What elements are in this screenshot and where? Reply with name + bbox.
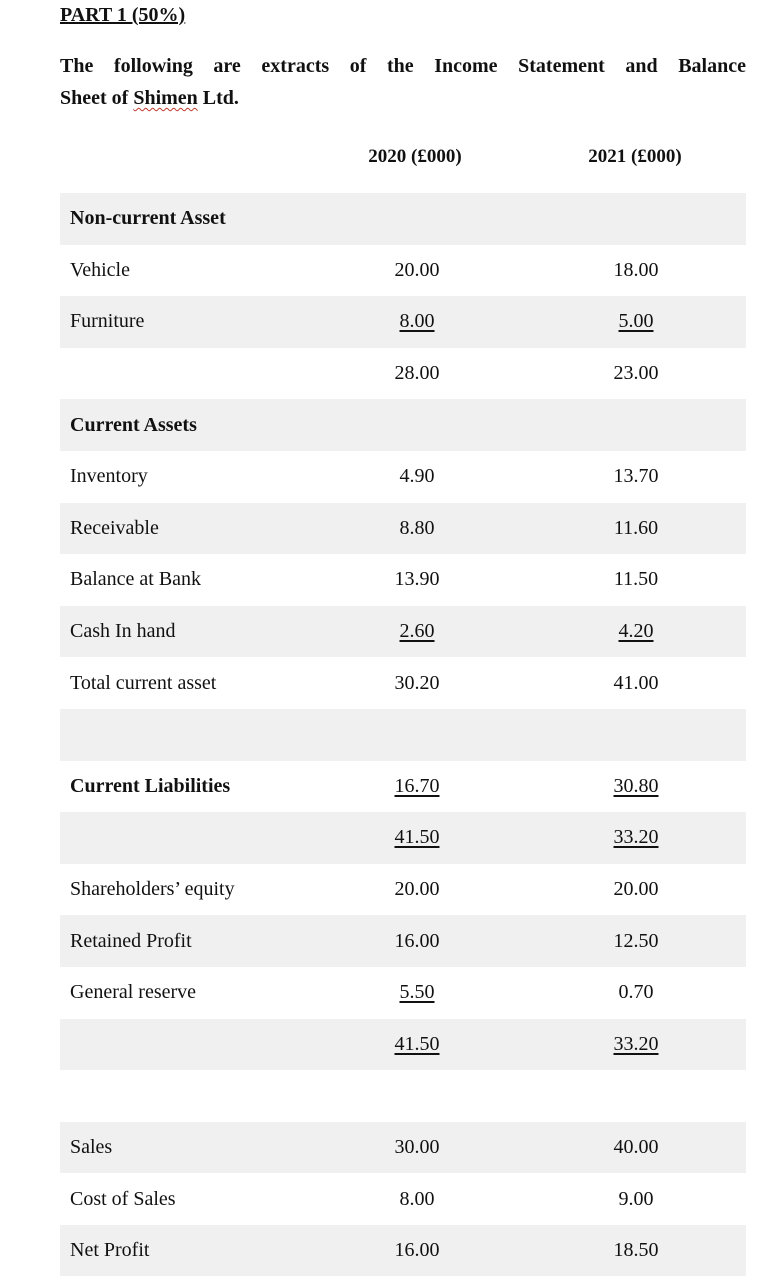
value-2021: 18.00 (613, 258, 659, 281)
row-label: Retained Profit (70, 929, 192, 952)
table-row (60, 193, 746, 245)
value-2021: 30.80 (613, 774, 659, 797)
value-2020: 8.00 (399, 310, 435, 333)
value-2021: 23.00 (613, 362, 659, 385)
column-header-2021: 2021 (£000) (588, 146, 682, 167)
value-2020: 4.90 (399, 465, 435, 488)
value-2021: 0.70 (618, 981, 654, 1004)
row-label: Total current asset (70, 671, 217, 694)
value-2021: 18.50 (613, 1239, 659, 1262)
table-row (60, 399, 746, 451)
table-row (60, 1173, 746, 1225)
value-2020: 20.00 (394, 878, 440, 901)
table-row (60, 864, 746, 916)
value-2021: 33.20 (613, 826, 659, 849)
table-row (60, 1122, 746, 1174)
value-2020: 30.00 (394, 1135, 440, 1158)
table-row (60, 1225, 746, 1277)
table-row (60, 709, 746, 761)
section-heading: PART 1 (50%) (60, 4, 186, 26)
value-2021: 20.00 (613, 878, 659, 901)
value-2021: 33.20 (613, 1032, 659, 1055)
table-row (60, 451, 746, 503)
intro-suffix: Ltd. (197, 87, 239, 109)
row-label: Inventory (70, 465, 148, 488)
table-row (60, 348, 746, 400)
value-2020: 41.50 (394, 826, 440, 849)
table-row (60, 657, 746, 709)
value-2021: 11.60 (613, 516, 659, 539)
value-2020: 41.50 (394, 1032, 440, 1055)
table-row (60, 296, 746, 348)
value-2020: 20.00 (394, 258, 440, 281)
table-row (60, 761, 746, 813)
row-label: Current Liabilities (70, 774, 231, 797)
row-label: Cash In hand (70, 620, 176, 643)
value-2020: 8.80 (399, 516, 435, 539)
row-label: Balance at Bank (70, 568, 202, 591)
table-row (60, 1070, 746, 1122)
row-label: Non-current Asset (70, 207, 226, 230)
row-label: Shareholders’ equity (70, 878, 235, 901)
value-2020: 16.70 (394, 774, 440, 797)
value-2021: 4.20 (618, 620, 654, 643)
row-label: Receivable (70, 516, 159, 539)
value-2021: 40.00 (613, 1135, 659, 1158)
company-name: Shimen (133, 87, 198, 109)
intro-line-2 (60, 82, 239, 114)
value-2020: 13.90 (394, 568, 440, 591)
statement-table (60, 193, 746, 1276)
intro-line-1: The following are extracts of the Income Statement and Balance (60, 55, 746, 77)
row-label: Furniture (70, 310, 145, 333)
row-label: Net Profit (70, 1239, 150, 1262)
row-label: Cost of Sales (70, 1187, 176, 1210)
value-2021: 12.50 (613, 929, 659, 952)
table-row (60, 554, 746, 606)
value-2020: 8.00 (399, 1187, 435, 1210)
table-row (60, 606, 746, 658)
row-label: Vehicle (70, 258, 130, 281)
value-2020: 16.00 (394, 1239, 440, 1262)
row-label: General reserve (70, 981, 197, 1004)
intro-prefix: Sheet of (60, 87, 134, 109)
value-2021: 9.00 (618, 1187, 654, 1210)
table-row (60, 915, 746, 967)
row-label: Current Assets (70, 413, 197, 436)
row-label: Sales (70, 1135, 113, 1158)
table-row (60, 245, 746, 297)
table-row (60, 967, 746, 1019)
table-row (60, 812, 746, 864)
table-row (60, 1019, 746, 1071)
value-2021: 5.00 (618, 310, 654, 333)
value-2020: 2.60 (399, 620, 435, 643)
value-2020: 5.50 (399, 981, 435, 1004)
value-2021: 11.50 (613, 568, 659, 591)
column-header-2020: 2020 (£000) (368, 146, 462, 167)
value-2020: 30.20 (394, 671, 440, 694)
value-2021: 41.00 (613, 671, 659, 694)
value-2020: 28.00 (394, 362, 440, 385)
value-2020: 16.00 (394, 929, 440, 952)
value-2021: 13.70 (613, 465, 659, 488)
table-row (60, 503, 746, 555)
